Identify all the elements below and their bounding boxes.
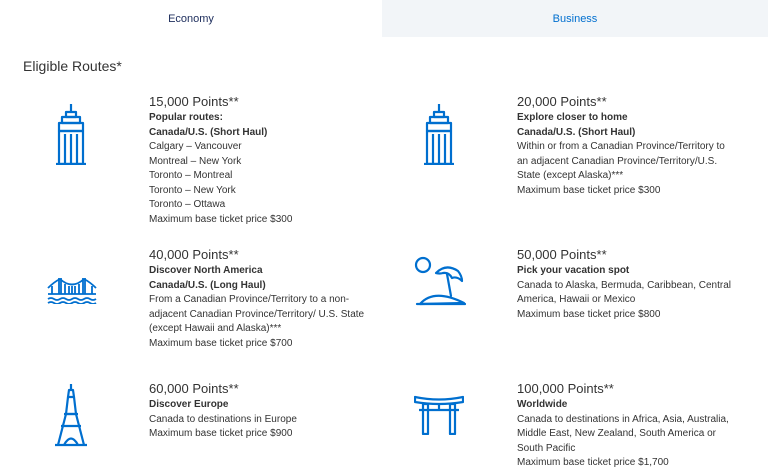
route-body bbox=[517, 247, 731, 322]
route-line: Montreal – New York bbox=[149, 155, 242, 167]
route-line: Discover North America bbox=[149, 265, 263, 276]
route-line: Within or from a Canadian Province/Territory to bbox=[517, 141, 725, 152]
bridge-icon bbox=[47, 276, 97, 304]
route-body bbox=[149, 94, 292, 227]
route-line: Maximum base ticket price $700 bbox=[149, 337, 293, 349]
skyscraper-icon bbox=[55, 103, 87, 165]
skyscraper-icon bbox=[423, 103, 455, 165]
route-line: Toronto – New York bbox=[149, 184, 236, 196]
route-line: Canada to destinations in Africa, Asia, Australia, bbox=[517, 413, 729, 425]
route-line: Maximum base ticket price $1,700 bbox=[517, 457, 669, 468]
route-line: Popular routes: bbox=[149, 112, 223, 123]
route-line: Worldwide bbox=[517, 399, 568, 410]
route-line: Canada to Alaska, Bermuda, Caribbean, Central bbox=[517, 279, 732, 291]
route-line: Toronto – Ottawa bbox=[149, 199, 226, 210]
route-line: Canada to destinations in Europe bbox=[149, 413, 297, 425]
route-line: From a Canadian Province/Territory to a non- bbox=[149, 294, 350, 305]
points-value: 100,000 Points** bbox=[517, 381, 614, 396]
route-body bbox=[517, 94, 725, 198]
route-line: Explore closer to home bbox=[517, 112, 628, 123]
route-line: Canada/U.S. (Short Haul) bbox=[517, 126, 636, 138]
route-line: Maximum base ticket price $900 bbox=[149, 428, 293, 439]
tab-economy[interactable] bbox=[0, 0, 382, 37]
points-value: 20,000 Points** bbox=[517, 94, 607, 109]
eiffel-tower-icon bbox=[54, 383, 88, 447]
points-value: 15,000 Points** bbox=[149, 94, 239, 109]
route-line: America, Hawaii or Mexico bbox=[517, 294, 636, 305]
route-line: an adjacent Canadian Province/Territory/U.S. bbox=[517, 155, 718, 167]
tab-business[interactable] bbox=[382, 0, 768, 37]
tab-economy-label: Economy bbox=[168, 12, 214, 25]
route-body bbox=[149, 247, 364, 351]
route-line: Calgary – Vancouver bbox=[149, 141, 242, 152]
route-line: (except Hawaii and Alaska)*** bbox=[149, 323, 282, 334]
fare-class-tabs bbox=[0, 0, 768, 37]
points-value: 50,000 Points** bbox=[517, 247, 607, 262]
tab-business-label: Business bbox=[552, 12, 598, 25]
route-line: Pick your vacation spot bbox=[517, 265, 630, 276]
route-line: State (except Alaska)*** bbox=[517, 170, 624, 181]
route-body bbox=[149, 381, 297, 442]
route-line: Middle East, New Zealand, South America or bbox=[517, 428, 716, 439]
route-line: adjacent Canadian Province/Territory/ U.S. State bbox=[149, 308, 365, 320]
route-line: Canada/U.S. (Short Haul) bbox=[149, 126, 268, 138]
torii-gate-icon bbox=[414, 395, 464, 435]
route-line: South Pacific bbox=[517, 442, 576, 454]
route-line: Maximum base ticket price $300 bbox=[149, 213, 293, 225]
beach-umbrella-icon bbox=[414, 256, 466, 306]
points-value: 60,000 Points** bbox=[149, 381, 239, 396]
route-line: Toronto – Montreal bbox=[149, 170, 233, 181]
route-body bbox=[517, 381, 729, 471]
section-title: Eligible Routes* bbox=[23, 58, 122, 74]
route-line: Canada/U.S. (Long Haul) bbox=[149, 279, 266, 291]
route-line: Discover Europe bbox=[149, 399, 229, 410]
points-value: 40,000 Points** bbox=[149, 247, 239, 262]
route-line: Maximum base ticket price $800 bbox=[517, 308, 661, 320]
route-line: Maximum base ticket price $300 bbox=[517, 184, 661, 196]
